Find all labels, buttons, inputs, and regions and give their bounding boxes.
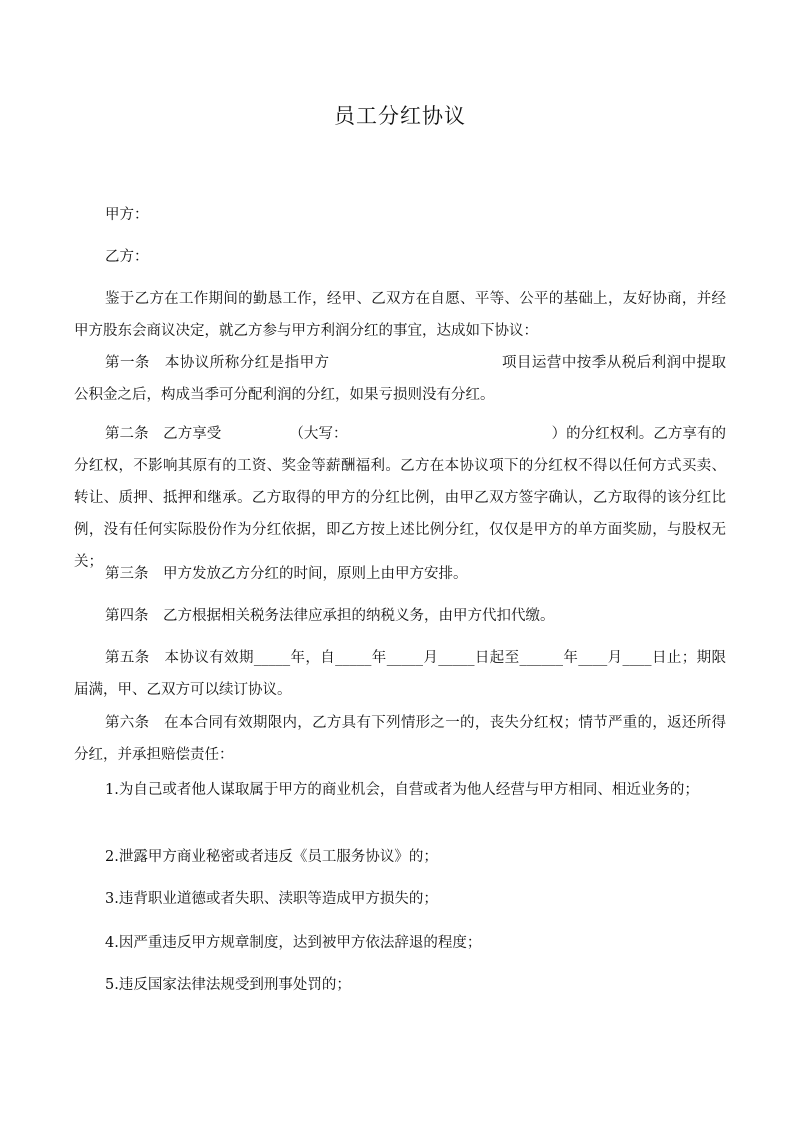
party-a-line: 甲方： xyxy=(105,207,149,223)
article-6: 第六条 在本合同有效期限内，乙方具有下列情形之一的，丧失分红权；情节严重的，返还所得分红，并承担赔偿责任： xyxy=(74,715,726,763)
article-2-text-c: ）的分红权利。乙方享有的分红权，不影响其原有的工资、奖金等薪酬福利。乙方在本协议项下的分红权不得以任何方式买卖、转让、质押、抵押和继承。乙方取得的甲方的分红比例，由甲乙双方签字确认，乙方取得的该分红比例，没有任何实际股份作为分红依据，即乙方按上述比例分红，仅仅是甲方的单方面奖励，与股权无关； xyxy=(74,426,727,570)
article-1 xyxy=(74,347,726,411)
article-2-text-a: 第二条 乙方享受 xyxy=(105,426,222,442)
article-5: 第五条 本协议有效期_____年，自_____年_____月_____日起至______年____月____日止；期限届满，甲、乙双方可以续订协议。 xyxy=(74,650,726,698)
document-title: 员工分红协议 xyxy=(334,104,466,128)
article-2-text-b: （大写： xyxy=(289,426,348,442)
clause-item-3: 3.违背职业道德或者失职、渎职等造成甲方损失的； xyxy=(105,891,438,907)
article-1-text-b: 项目运营中按季从税后利润中提取公积金之后，构成当季可分配利润的分红，如果亏损则没有分红。 xyxy=(74,355,726,403)
clause-item-1: 1.为自己或者他人谋取属于甲方的商业机会，自营或者为他人经营与甲方相同、相近业务的； xyxy=(105,782,699,798)
clause-item-4: 4.因严重违反甲方规章制度，达到被甲方依法辞退的程度； xyxy=(105,935,482,951)
party-b-line: 乙方： xyxy=(105,249,149,265)
clause-item-5: 5.违反国家法律法规受到刑事处罚的； xyxy=(105,977,351,993)
clause-item-2: 2.泄露甲方商业秘密或者违反《员工服务协议》的； xyxy=(105,849,438,865)
article-3: 第三条 甲方发放乙方分红的时间，原则上由甲方安排。 xyxy=(105,566,468,582)
article-4: 第四条 乙方根据相关税务法律应承担的纳税义务，由甲方代扣代缴。 xyxy=(105,608,555,624)
article-2 xyxy=(74,418,726,578)
article-1-text-a: 第一条 本协议所称分红是指甲方 xyxy=(105,355,330,371)
preamble-paragraph: 鉴于乙方在工作期间的勤恳工作，经甲、乙双方在自愿、平等、公平的基础上，友好协商，并经甲方股东会商议决定，就乙方参与甲方利润分红的事宜，达成如下协议： xyxy=(74,291,726,339)
